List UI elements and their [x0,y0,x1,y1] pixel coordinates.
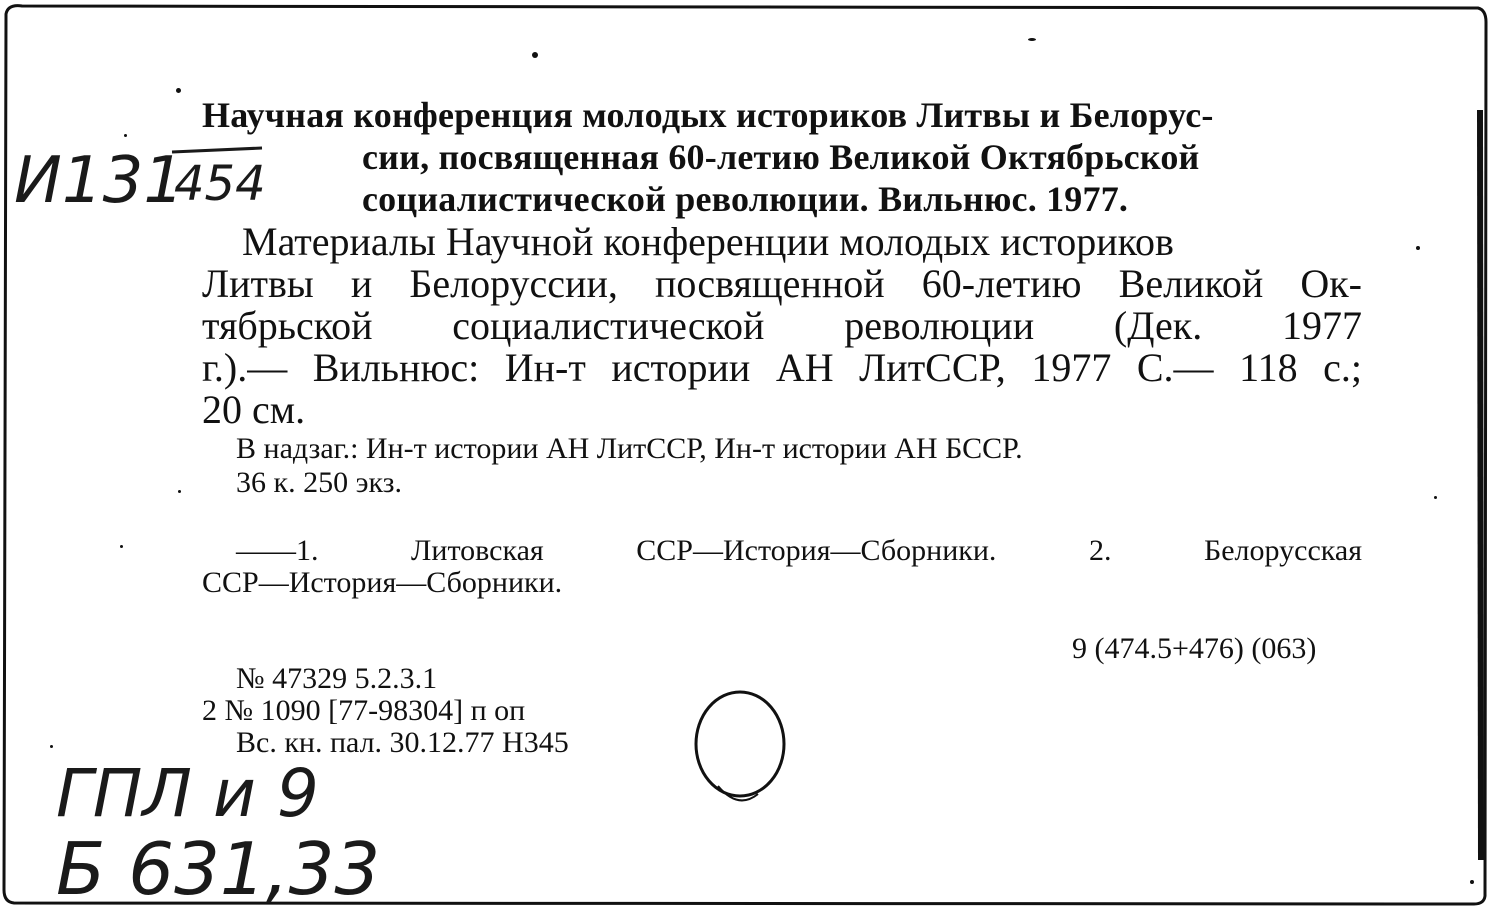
scan-speck [176,88,181,93]
scan-speck [50,745,53,748]
shelfmark-drawing [14,130,274,220]
handwritten-shelfmark [14,130,274,224]
handwritten-code [56,810,416,910]
shelfmark-number: 454 [174,156,266,212]
heading-line-2: сии, посвященная 60-летию Великой Октябрьской [362,137,1200,177]
description-line-4: г.).— Вильнюс: Ин-т истории АН ЛитССР, 1977 С.— 118 с.; [202,345,1362,390]
scan-speck [1470,880,1474,884]
description-line-1: Материалы Научной конференции молодых историков [242,219,1174,264]
note-line-2: 36 к. 250 экз. [236,466,402,499]
library-mark-text: ГПЛ и 9 [56,755,319,832]
scan-speck [1434,496,1437,499]
note-line-1: В надзаг.: Ин-т истории АН ЛитССР, Ин-т истории АН БССР. [236,432,1023,465]
scan-speck [120,545,123,548]
description-line-3: тябрьской социалистической революции (Дек. 1977 [202,303,1362,348]
catalog-line-2: 2 № 1090 [77-98304] п оп [202,694,526,727]
description-line-2: Литвы и Белоруссии, посвященной 60-летию Великой Ок- [202,261,1362,306]
classification-code: 9 (474.5+476) (063) [1072,632,1317,665]
subjects-line-1: ——1. Литовская ССР—История—Сборники. 2. Белорусская [236,534,1362,567]
catalog-line-1: № 47329 5.2.3.1 [236,662,438,695]
heading-line-3: социалистической революции. Вильнюс. 1977. [362,179,1129,219]
scan-speck [178,490,181,493]
scan-speck [1028,38,1036,41]
catalog-line-3: Вс. кн. пал. 30.12.77 Н345 [236,726,569,759]
scan-speck [532,52,538,58]
heading-line-1: Научная конференция молодых историков Литвы и Белорус- [202,95,1214,135]
shelfmark-prefix: И131 [14,144,185,218]
description-line-5: 20 см. [202,387,306,432]
scan-speck [1416,246,1420,250]
subjects-line-2: ССР—История—Сборники. [202,566,563,599]
stamp-circle [688,686,798,816]
handwritten-code-text: Б 631,33 [56,827,381,910]
